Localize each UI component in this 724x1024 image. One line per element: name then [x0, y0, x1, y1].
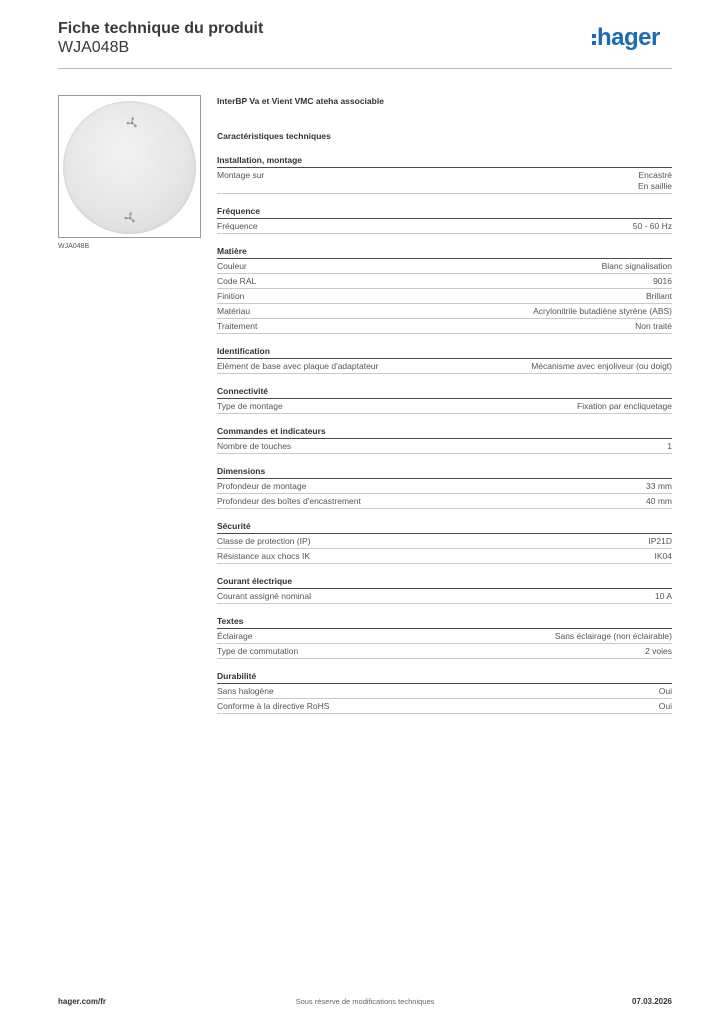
spec-row — [217, 304, 672, 319]
spec-value — [655, 591, 672, 602]
fan-icon — [124, 115, 140, 131]
spec-group — [217, 466, 672, 509]
spec-value — [638, 170, 672, 192]
footer-date: 07.03.2026 — [631, 997, 672, 1006]
spec-group — [217, 616, 672, 659]
spec-value-line: Blanc signalisation — [601, 260, 672, 271]
spec-label: Elément de base avec plaque d'adaptateur — [217, 360, 379, 371]
spec-value-line: 1 — [667, 440, 672, 451]
spec-label: Type de commutation — [217, 645, 299, 656]
spec-group-title: Textes — [217, 616, 672, 629]
spec-row — [217, 629, 672, 644]
footer-notice: Sous réserve de modifications techniques — [295, 997, 435, 1006]
spec-label: Profondeur de montage — [217, 480, 307, 491]
spec-label: Type de montage — [217, 400, 283, 411]
spec-value — [555, 631, 672, 642]
brand-logo — [592, 26, 672, 52]
spec-label: Courant assigné nominal — [217, 590, 312, 601]
spec-value — [648, 536, 672, 547]
spec-value-line: Oui — [658, 700, 672, 711]
spec-group — [217, 426, 672, 454]
product-image — [58, 95, 201, 238]
spec-group-title: Matière — [217, 246, 672, 259]
spec-value — [531, 361, 672, 372]
spec-row — [217, 289, 672, 304]
spec-value-line: Mécanisme avec enjoliveur (ou doigt) — [531, 360, 672, 371]
spec-value-line: 40 mm — [646, 495, 672, 506]
spec-value-line: Non traité — [635, 320, 672, 331]
spec-group-title: Courant électrique — [217, 576, 672, 589]
spec-row — [217, 359, 672, 374]
spec-group — [217, 246, 672, 334]
spec-row — [217, 274, 672, 289]
product-reference: WJA048B — [58, 39, 130, 56]
spec-label: Conforme à la directive RoHS — [217, 700, 330, 711]
page-header — [58, 20, 672, 69]
spec-value-line: Acrylonitrile butadiène styrène (ABS) — [533, 305, 672, 316]
logo-dots-icon — [592, 34, 596, 48]
spec-value-line: 2 voies — [645, 645, 672, 656]
spec-value — [577, 401, 672, 412]
spec-row — [217, 589, 672, 604]
spec-row — [217, 684, 672, 699]
spec-group-title: Identification — [217, 346, 672, 359]
spec-group — [217, 386, 672, 414]
spec-group-title: Fréquence — [217, 206, 672, 219]
spec-value — [659, 686, 672, 697]
spec-label: Finition — [217, 290, 245, 301]
spec-value — [533, 306, 672, 317]
technical-specs — [217, 94, 672, 714]
spec-label: Montage sur — [217, 169, 265, 180]
spec-value — [655, 551, 673, 562]
spec-value-line: 33 mm — [646, 480, 672, 491]
product-name: InterBP Va et Vient VMC ateha associable — [217, 96, 384, 106]
spec-value — [659, 701, 672, 712]
spec-row — [217, 699, 672, 714]
spec-label: Couleur — [217, 260, 247, 271]
spec-group — [217, 576, 672, 604]
footer-website: hager.com/fr — [58, 997, 107, 1006]
spec-group-title: Durabilité — [217, 671, 672, 684]
spec-label: Code RAL — [217, 275, 257, 286]
spec-groups — [217, 155, 672, 714]
spec-row — [217, 534, 672, 549]
image-caption: WJA048B — [58, 243, 90, 250]
spec-row — [217, 439, 672, 454]
spec-row — [217, 644, 672, 659]
spec-row — [217, 168, 672, 194]
spec-group — [217, 206, 672, 234]
spec-value-line: Sans éclairage (non éclairable) — [554, 630, 672, 641]
spec-value-line: 9016 — [653, 275, 672, 286]
spec-value — [633, 221, 672, 232]
spec-row — [217, 549, 672, 564]
spec-value — [646, 496, 672, 507]
spec-label: Sans halogène — [217, 685, 274, 696]
spec-label: Traitement — [217, 320, 258, 331]
spec-value — [646, 291, 672, 302]
spec-value — [667, 441, 672, 452]
section-heading: Caractéristiques techniques — [217, 131, 331, 141]
spec-value-line: Fixation par encliquetage — [577, 400, 672, 411]
spec-value — [646, 481, 672, 492]
spec-group-title: Connectivité — [217, 386, 672, 399]
spec-row — [217, 319, 672, 334]
spec-label: Résistance aux chocs IK — [217, 550, 311, 561]
page-footer — [58, 997, 672, 1011]
spec-group — [217, 155, 672, 194]
spec-label: Nombre de touches — [217, 440, 292, 451]
spec-value-line: 50 - 60 Hz — [632, 220, 672, 231]
spec-value — [635, 321, 672, 332]
spec-group-title: Commandes et indicateurs — [217, 426, 672, 439]
spec-group-title: Sécurité — [217, 521, 672, 534]
spec-label: Profondeur des boîtes d'encastrement — [217, 495, 361, 506]
spec-row — [217, 219, 672, 234]
spec-value-line: IP21D — [648, 535, 672, 546]
spec-group — [217, 671, 672, 714]
spec-group-title: Dimensions — [217, 466, 672, 479]
spec-value-line: Encastré — [638, 169, 672, 180]
spec-value — [653, 276, 672, 287]
fan-icon — [122, 210, 138, 226]
spec-row — [217, 399, 672, 414]
spec-row — [217, 479, 672, 494]
spec-row — [217, 259, 672, 274]
spec-label: Classe de protection (IP) — [217, 535, 311, 546]
spec-label: Fréquence — [217, 220, 258, 231]
spec-group-title: Installation, montage — [217, 155, 672, 168]
spec-value-line: Oui — [658, 685, 672, 696]
spec-row — [217, 494, 672, 509]
spec-value-line: 10 A — [654, 590, 672, 601]
spec-value-line: En saillie — [637, 180, 672, 191]
spec-value-line: Brillant — [646, 290, 672, 301]
logo-text: hager — [597, 24, 660, 51]
spec-value — [602, 261, 672, 272]
push-button-disc — [63, 101, 196, 234]
spec-label: Éclairage — [217, 630, 253, 641]
spec-value-line: IK04 — [654, 550, 672, 561]
spec-value — [645, 646, 672, 657]
spec-group — [217, 521, 672, 564]
spec-group — [217, 346, 672, 374]
spec-label: Matériau — [217, 305, 251, 316]
document-title: Fiche technique du produit — [58, 20, 264, 37]
